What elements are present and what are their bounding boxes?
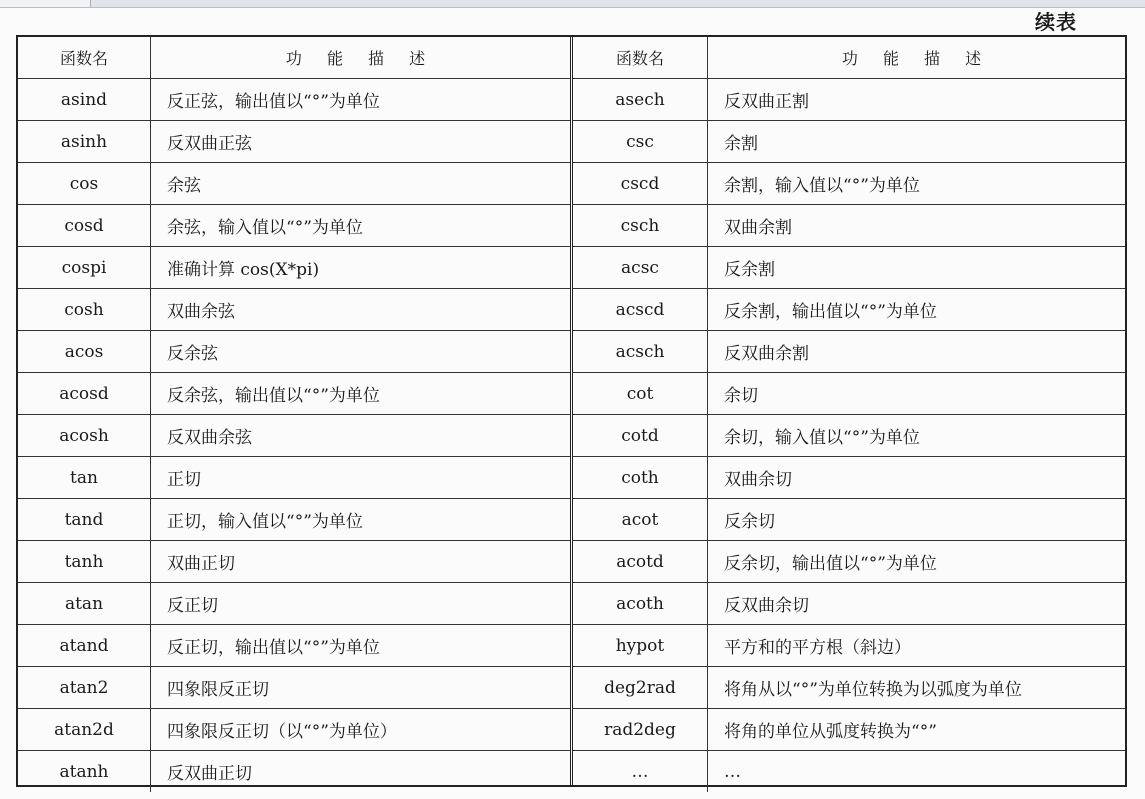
function-name-cell: atanh (18, 751, 151, 793)
table-row (18, 499, 570, 541)
function-name-cell: atan2d (18, 709, 151, 751)
table-caption: 续表 (1035, 10, 1077, 34)
table-row (573, 289, 1125, 331)
left-table-body (18, 79, 570, 793)
table-row (573, 625, 1125, 667)
function-description-cell: 将角的单位从弧度转换为“°” (708, 709, 1126, 751)
table-row (573, 667, 1125, 709)
function-description-cell: 四象限反正切 (151, 667, 571, 709)
function-description-cell: 反双曲余割 (708, 331, 1126, 373)
table-row (18, 415, 570, 457)
table-row (18, 583, 570, 625)
table-row (573, 373, 1125, 415)
function-description-cell: 反双曲正切 (151, 751, 571, 793)
table-row (573, 541, 1125, 583)
function-name-cell: tan (18, 457, 151, 499)
function-name-cell: acotd (573, 541, 708, 583)
table-row (573, 121, 1125, 163)
function-name-cell: asinh (18, 121, 151, 163)
function-name-cell: atan (18, 583, 151, 625)
function-name-cell: cotd (573, 415, 708, 457)
function-name-cell: cscd (573, 163, 708, 205)
function-description-cell: 反余割，输出值以“°”为单位 (708, 289, 1126, 331)
table-row (18, 247, 570, 289)
function-description-cell: 反正切 (151, 583, 571, 625)
table-row (573, 205, 1125, 247)
function-table-left (18, 37, 573, 785)
header-row (18, 37, 570, 79)
function-description-cell: 四象限反正切（以“°”为单位） (151, 709, 571, 751)
table-row (573, 499, 1125, 541)
table-row (18, 289, 570, 331)
function-description-cell: 双曲余弦 (151, 289, 571, 331)
table-row (18, 541, 570, 583)
table-row (573, 583, 1125, 625)
function-description-cell: 双曲余切 (708, 457, 1126, 499)
table-row (573, 331, 1125, 373)
table-row (573, 709, 1125, 751)
table-row (573, 247, 1125, 289)
function-name-cell: cospi (18, 247, 151, 289)
function-name-cell: atand (18, 625, 151, 667)
table-row (18, 331, 570, 373)
table-row (18, 373, 570, 415)
function-description-cell: 余割，输入值以“°”为单位 (708, 163, 1126, 205)
function-name-cell: rad2deg (573, 709, 708, 751)
function-name-cell: atan2 (18, 667, 151, 709)
table-row (18, 163, 570, 205)
function-name-cell: csch (573, 205, 708, 247)
function-description-cell: 余弦 (151, 163, 571, 205)
function-description-cell: 反双曲余弦 (151, 415, 571, 457)
header-row (573, 37, 1125, 79)
function-name-cell: acot (573, 499, 708, 541)
function-description-cell: 余弦，输入值以“°”为单位 (151, 205, 571, 247)
function-description-cell: … (708, 751, 1126, 793)
function-name-cell: acosh (18, 415, 151, 457)
header-function-description: 功 能 描 述 (708, 37, 1126, 79)
left-table (18, 37, 570, 792)
function-name-cell: … (573, 751, 708, 793)
function-table-right (573, 37, 1125, 785)
function-description-cell: 反余切 (708, 499, 1126, 541)
header-function-description: 功 能 描 述 (151, 37, 571, 79)
function-description-cell: 余切 (708, 373, 1126, 415)
function-name-cell: tand (18, 499, 151, 541)
header-function-name: 函数名 (18, 37, 151, 79)
function-description-cell: 平方和的平方根（斜边） (708, 625, 1126, 667)
table-row (573, 751, 1125, 793)
function-description-cell: 反余弦，输出值以“°”为单位 (151, 373, 571, 415)
table-row (18, 205, 570, 247)
function-name-cell: cosh (18, 289, 151, 331)
function-description-cell: 反余割 (708, 247, 1126, 289)
table-row (18, 457, 570, 499)
function-name-cell: asech (573, 79, 708, 121)
function-name-cell: acos (18, 331, 151, 373)
window-top-strip (0, 0, 1145, 8)
function-description-cell: 双曲余割 (708, 205, 1126, 247)
table-row (18, 751, 570, 793)
function-name-cell: hypot (573, 625, 708, 667)
function-name-cell: tanh (18, 541, 151, 583)
table-row (573, 457, 1125, 499)
table-row (573, 163, 1125, 205)
function-description-cell: 正切，输入值以“°”为单位 (151, 499, 571, 541)
function-name-cell: acoth (573, 583, 708, 625)
function-description-cell: 余割 (708, 121, 1126, 163)
table-row (573, 415, 1125, 457)
function-description-cell: 反双曲正弦 (151, 121, 571, 163)
function-name-cell: cos (18, 163, 151, 205)
function-name-cell: cosd (18, 205, 151, 247)
function-description-cell: 反余弦 (151, 331, 571, 373)
table-row (18, 667, 570, 709)
function-name-cell: acsc (573, 247, 708, 289)
table-row (18, 79, 570, 121)
function-description-cell: 正切 (151, 457, 571, 499)
function-name-cell: coth (573, 457, 708, 499)
right-table-body (573, 79, 1125, 793)
function-name-cell: acosd (18, 373, 151, 415)
function-description-cell: 双曲正切 (151, 541, 571, 583)
function-name-cell: csc (573, 121, 708, 163)
function-name-cell: acsch (573, 331, 708, 373)
function-description-cell: 反双曲正割 (708, 79, 1126, 121)
function-description-cell: 反双曲余切 (708, 583, 1126, 625)
function-name-cell: deg2rad (573, 667, 708, 709)
function-description-cell: 反正切，输出值以“°”为单位 (151, 625, 571, 667)
function-description-cell: 将角从以“°”为单位转换为以弧度为单位 (708, 667, 1126, 709)
table-row (18, 121, 570, 163)
function-description-cell: 反正弦，输出值以“°”为单位 (151, 79, 571, 121)
function-name-cell: asind (18, 79, 151, 121)
header-function-name: 函数名 (573, 37, 708, 79)
browser-tab[interactable] (0, 0, 91, 7)
right-table (573, 37, 1125, 792)
table-row (18, 625, 570, 667)
function-description-cell: 反余切，输出值以“°”为单位 (708, 541, 1126, 583)
function-name-cell: cot (573, 373, 708, 415)
function-table (16, 35, 1127, 787)
table-row (573, 79, 1125, 121)
function-name-cell: acscd (573, 289, 708, 331)
table-row (18, 709, 570, 751)
function-description-cell: 余切，输入值以“°”为单位 (708, 415, 1126, 457)
function-description-cell: 准确计算 cos(X*pi) (151, 247, 571, 289)
